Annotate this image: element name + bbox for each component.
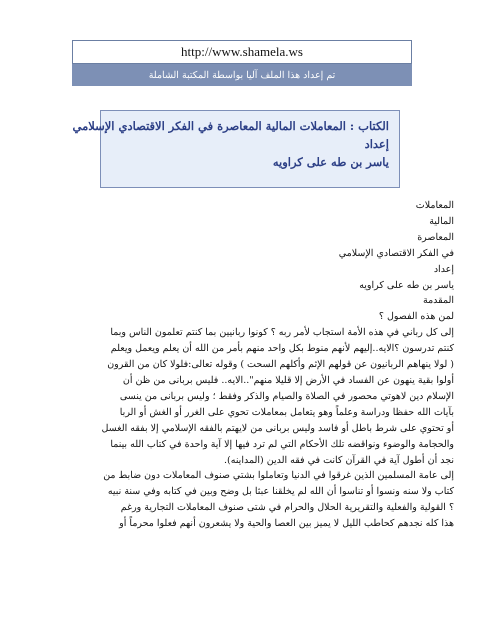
generated-by-banner: تم إعداد هذا الملف آليا بواسطة المكتبة الشاملة [72,64,412,86]
heading-line: المقدمة [422,295,454,307]
paragraph-line: هذا كله نجدهم كحاطب الليل لا يميز بين العصا والحية ولا يشعرون أنهم فعلوا محرماً أو [119,518,454,530]
heading-line: المعاصرة [417,231,454,243]
book-title-box [72,110,400,188]
paragraph-line: نجد أن أطول آية في القرآن كانت في فقه الدين (المداينه). [224,454,454,466]
paragraph-line: ؟ القولية والفعلية والتقريرية الحلال والحرام في شتى صنوف المعاملات التجارية ورغم [120,502,454,514]
prepared-by-label: إعداد [364,137,389,151]
heading-line: إعداد [433,263,454,275]
book-title: الكتاب : المعاملات المالية المعاصرة في الفكر الاقتصادي الإسلامي [72,119,389,133]
paragraph-line: أو تحتوي على شرط باطل أو فاسد وليس بربانى من لايهتم بالفقه الإسلامي إلا بفقه الغسل [101,422,454,434]
paragraph-line: الإسلام دين لاهوتي محصور في الصلاة والصيام والذكر وفقط ؛ وليس بربانى من ينسى [119,390,454,402]
paragraph-line: أولوا بقية ينهون عن الفساد في الأرض إلا قليلا منهم"..الايه.. فليس بربانى من ظن أن [122,374,454,386]
paragraph-line: بآيات الله حفظا ودراسة وعلماً وهو يتعامل بمعاملات تحوي على الغرر أو الغش أو الربا [119,406,454,418]
body-text [24,198,454,532]
author-name: ياسر بن طه على كراويه [272,155,389,169]
heading-line: في الفكر الاقتصادي الإسلامي [338,247,454,259]
paragraph-line: كتاب ولا سنه ونسوا أو تناسوا أن الله لم يخلقنا عبثا بل وضح وبين في كتابه وفي سنة نبيه [107,486,454,498]
heading-line: المالية [429,215,454,227]
paragraph-line: إلى عامة المسلمين الذين غرقوا في الدنيا وتعاملوا بشتي صنوف المعاملات دون ضابط من [103,470,454,482]
paragraph-line: كنتم تدرسون ؟الايه..إليهم لأنهم منوط بكل واحد منهم بأمر من الله أن يعلم ويعمل ويعلم [110,343,454,355]
paragraph-line: ( لولا ينهاهم الربانيون عن قولهم الإثم وأكلهم السحت ) وقوله تعالى:فلولا كان من القرون [107,359,454,371]
heading-line: المعاملات [415,200,454,211]
source-url[interactable]: http://www.shamela.ws [72,40,412,64]
heading-line: لمن هذه الفصول ؟ [378,311,454,323]
paragraph-line: والحجامة والوضوء ونواقضه تلك الأحكام التي لم ترد فيها إلا آية واحدة في كتاب الله بينما [110,438,454,450]
paragraph-line: إلى كل رباني في هذه الأمة استجاب لأمر ربه ؟ كونوا ربانيين بما كنتم تعلمون الناس وبما [110,327,454,339]
heading-line: ياسر بن طه على كراويه [359,279,454,291]
